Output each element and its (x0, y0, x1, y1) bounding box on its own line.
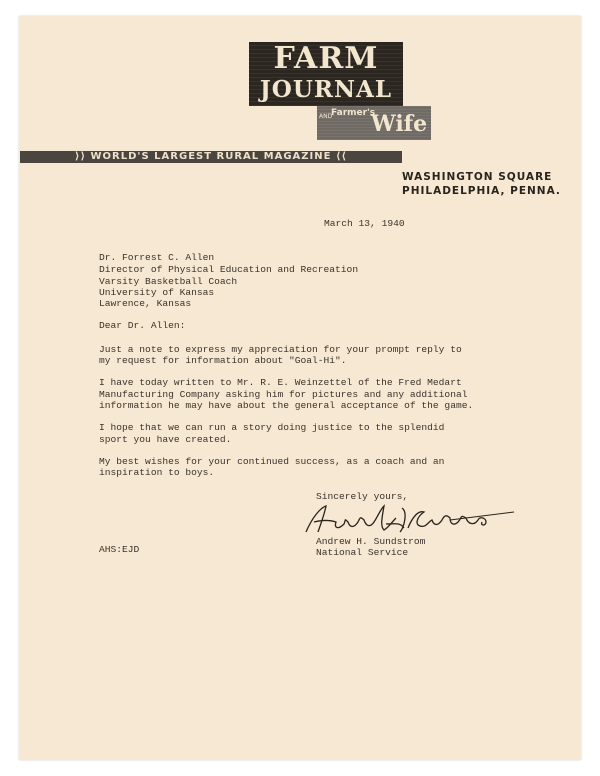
body-line: Just a note to express my appreciation for your prompt reply to (99, 344, 462, 355)
closing: Sincerely yours, (316, 491, 409, 502)
handwritten-signature (300, 498, 520, 540)
recipient-line: Dr. Forrest C. Allen (99, 252, 215, 263)
letter-date: March 13, 1940 (324, 218, 405, 229)
body-line: My best wishes for your continued success, as a coach and an (99, 456, 445, 467)
logo-journal-text: JOURNAL (259, 76, 393, 103)
signer-title: National Service (316, 547, 409, 558)
body-line: sport you have created. (99, 434, 232, 445)
body-line: Manufacturing Company asking him for pictures and any additional (99, 389, 468, 400)
recipient-line: Lawrence, Kansas (99, 298, 192, 309)
address-line-2: PHILADELPHIA, PENNA. (402, 185, 561, 197)
logo-farm-text: FARM (273, 41, 379, 76)
body-line: information he may have about the general acceptance of the game. (99, 400, 474, 411)
typist-initials: AHS:EJD (99, 544, 140, 555)
recipient-line: Director of Physical Education and Recreation (99, 264, 359, 275)
body-line: inspiration to boys. (99, 467, 215, 478)
logo-wife-text: Wife (371, 111, 428, 137)
signer-name: Andrew H. Sundstrom (316, 536, 426, 547)
logo-farmers-text: Farmer's (331, 108, 376, 118)
masthead-banner: ⟩⟩ WORLD'S LARGEST RURAL MAGAZINE ⟨⟨ (20, 151, 402, 163)
recipient-line: University of Kansas (99, 287, 215, 298)
salutation: Dear Dr. Allen: (99, 320, 186, 331)
body-line: I have today written to Mr. R. E. Weinzettel of the Fred Medart (99, 377, 462, 388)
logo-and-text: AND (319, 113, 333, 120)
farm-journal-logo (249, 42, 431, 140)
body-line: I hope that we can run a story doing justice to the splendid (99, 422, 445, 433)
address-line-1: WASHINGTON SQUARE (402, 171, 553, 183)
body-line: my request for information about "Goal-Hi". (99, 355, 347, 366)
recipient-line: Varsity Basketball Coach (99, 276, 238, 287)
